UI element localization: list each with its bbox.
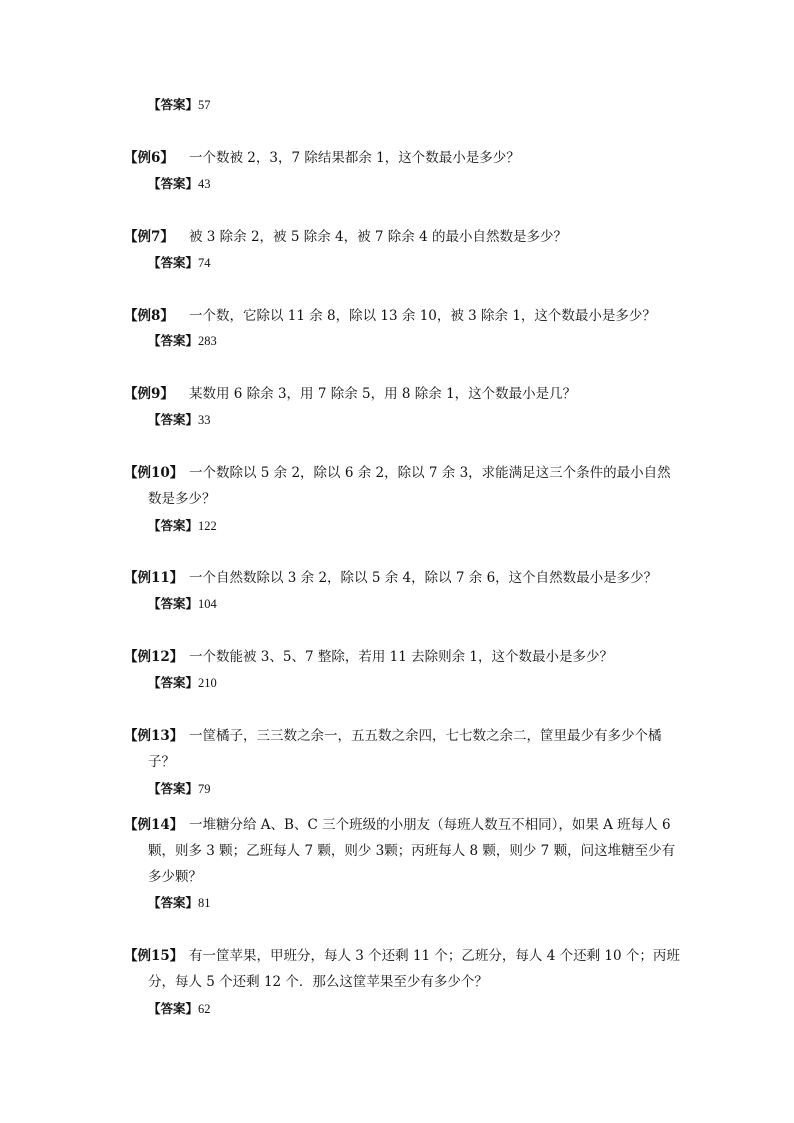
question-label: 【例13】 xyxy=(124,728,184,744)
answer-value: 104 xyxy=(198,597,217,611)
answer-line xyxy=(148,253,211,273)
question-text-continued: 数是多少？ xyxy=(148,491,216,507)
answer-label: 【答案】 xyxy=(148,176,199,191)
question-text: 有一筐苹果，甲班分，每人 3 个还剩 11 个；乙班分，每人 4 个还剩 10 个；丙班 xyxy=(189,948,680,964)
answer-value: 33 xyxy=(198,413,211,427)
answer-label: 【答案】 xyxy=(148,255,199,270)
question-label: 【例10】 xyxy=(124,465,184,481)
question-text: 某数用 6 除余 3，用 7 除余 5，用 8 除余 1，这个数最小是几？ xyxy=(189,386,577,402)
answer-line xyxy=(148,673,217,693)
answer-value: 210 xyxy=(198,676,217,690)
answer-label: 【答案】 xyxy=(148,412,199,427)
question-text: 被 3 除余 2，被 5 除余 4，被 7 除余 4 的最小自然数是多少？ xyxy=(189,229,567,245)
answer-line xyxy=(148,516,217,536)
answer-label: 【答案】 xyxy=(148,518,199,533)
answer-label: 【答案】 xyxy=(148,333,199,348)
answer-value: 81 xyxy=(198,896,211,910)
answer-label: 【答案】 xyxy=(148,97,199,112)
question-label: 【例14】 xyxy=(124,817,184,833)
question-text-continued: 颗，则多 3 颗；乙班每人 7 颗，则少 3颗；丙班每人 8 颗，则少 7 颗，问这堆糖至少有 xyxy=(148,843,676,859)
answer-value: 62 xyxy=(198,1002,211,1016)
answer-value: 122 xyxy=(198,519,217,533)
question-label: 【例6】 xyxy=(124,150,174,166)
question-text-continued: 多少颗？ xyxy=(148,869,202,885)
answer-value: 74 xyxy=(198,256,211,270)
question-label: 【例7】 xyxy=(124,229,174,245)
answer-label: 【答案】 xyxy=(148,781,199,796)
question-label: 【例9】 xyxy=(124,386,174,402)
answer-label: 【答案】 xyxy=(148,675,199,690)
answer-line xyxy=(148,893,211,913)
question-text: 一个自然数除以 3 余 2，除以 5 余 4，除以 7 余 6，这个自然数最小是多少？ xyxy=(189,570,658,586)
question-text: 一堆糖分给 A、B、C 三个班级的小朋友（每班人数互不相同），如果 A 班每人 6 xyxy=(189,817,671,833)
question-text-continued: 分，每人 5 个还剩 12 个．那么这筐苹果至少有多少个？ xyxy=(148,974,488,990)
question-text: 一个数被 2，3，7 除结果都余 1，这个数最小是多少？ xyxy=(189,150,520,166)
answer-line xyxy=(148,999,211,1019)
question-label: 【例8】 xyxy=(124,308,174,324)
answer-line xyxy=(148,95,211,115)
answer-label: 【答案】 xyxy=(148,1001,199,1016)
question-label: 【例12】 xyxy=(124,649,184,665)
answer-value: 79 xyxy=(198,782,211,796)
answer-line xyxy=(148,410,211,430)
answer-line xyxy=(148,331,217,351)
answer-label: 【答案】 xyxy=(148,596,199,611)
answer-value: 57 xyxy=(198,98,211,112)
answer-line xyxy=(148,594,217,614)
answer-value: 283 xyxy=(198,334,217,348)
answer-line xyxy=(148,779,211,799)
question-text: 一个数，它除以 11 余 8，除以 13 余 10，被 3 除余 1，这个数最小是多少？ xyxy=(189,308,656,324)
question-text: 一筐橘子，三三数之余一，五五数之余四，七七数之余二，筐里最少有多少个橘 xyxy=(189,728,662,744)
answer-line xyxy=(148,174,211,194)
answer-label: 【答案】 xyxy=(148,895,199,910)
question-label: 【例15】 xyxy=(124,948,184,964)
answer-value: 43 xyxy=(198,177,211,191)
question-text-continued: 子？ xyxy=(148,754,175,770)
question-text: 一个数除以 5 余 2，除以 6 余 2，除以 7 余 3，求能满足这三个条件的最小自然 xyxy=(189,465,671,481)
question-text: 一个数能被 3、5、7 整除，若用 11 去除则余 1，这个数最小是多少？ xyxy=(189,649,613,665)
question-label: 【例11】 xyxy=(124,570,184,586)
